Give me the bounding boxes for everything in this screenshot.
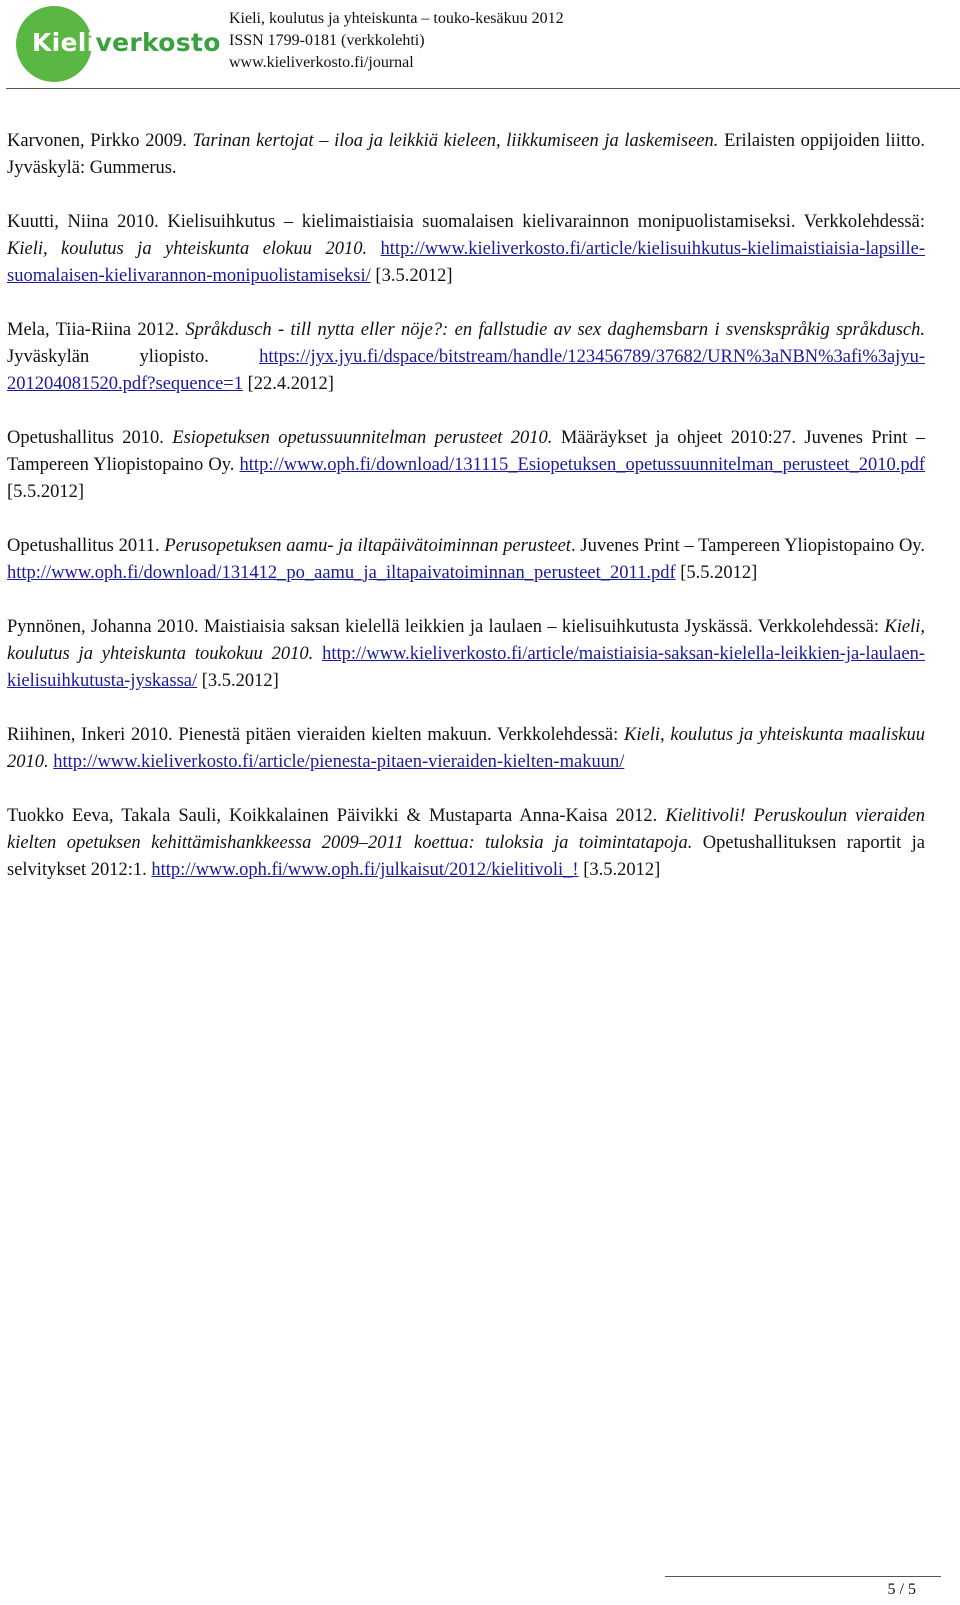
ref-link[interactable]: http://www.oph.fi/download/131412_po_aamu_ja_iltapaivatoiminnan_perusteet_2011.pdf <box>7 563 676 583</box>
ref-title: Språkdusch - till nytta eller nöje?: en fallstudie av sex daghemsbarn i svenskspråkig språkdusch. <box>185 320 926 340</box>
kieliverkosto-logo[interactable] <box>16 6 221 82</box>
ref-venue: Kieli, koulutus ja yhteiskunta maaliskuu 2010. <box>7 725 925 772</box>
ref-title: Perusopetuksen aamu- ja iltapäivätoiminnan perusteet <box>164 536 571 556</box>
reference-list <box>7 128 925 911</box>
ref-link[interactable]: https://jyx.jyu.fi/dspace/bitstream/handle/123456789/37682/URN%3aNBN%3afi%3ajyu-201204081520.pdf?sequence=1 <box>7 347 925 394</box>
ref-link[interactable]: http://www.kieliverkosto.fi/article/pienesta-pitaen-vieraiden-kielten-makuun/ <box>53 752 625 772</box>
ref-link[interactable]: http://www.kieliverkosto.fi/article/kielisuihkutus-kielimaistiaisia-lapsille-suomalaisen-kielivarannon-monipuolistamiseksi/ <box>7 239 925 286</box>
ref-venue: Kieli, koulutus ja yhteiskunta toukokuu 2010. <box>7 617 925 664</box>
reference-oph-2011: Opetushallitus 2011. Perusopetuksen aamu- ja iltapäivätoiminnan perusteet. Juvenes Print – Tampereen Yliopistopaino Oy. http://www.oph.fi/download/131412_po_aamu_ja_iltapaivatoiminnan_perusteet_2011.pdf [5.5.2012] <box>7 536 925 583</box>
ref-title: Tarinan kertojat – iloa ja leikkiä kieleen, liikkumiseen ja laskemiseen. <box>192 131 719 151</box>
reference-mela: Mela, Tiia-Riina 2012. Språkdusch - till nytta eller nöje?: en fallstudie av sex daghemsbarn i svenskspråkig språkdusch. Jyväskylän yliopisto. https://jyx.jyu.fi/dspace/bitstream/handle/123456789/37682/URN%3aNBN%3afi%3ajyu-201204081520.pdf?sequence=1 [22.4.2012] <box>7 320 926 394</box>
journal-url: www.kieliverkosto.fi/journal <box>229 54 414 71</box>
reference-tuokko: Tuokko Eeva, Takala Sauli, Koikkalainen Päivikki & Mustaparta Anna-Kaisa 2012. Kielitivoli! Peruskoulun vieraiden kielten opetuksen kehittämishankkeessa 2009–2011 koettua: tuloksia ja toimintatapoja. Opetushallituksen raportit ja selvitykset 2012:1. http://www.oph.fi/www.oph.fi/julkaisut/2012/kielitivoli_! [3.5.2012] <box>7 806 925 880</box>
logo-wordmark: Kieliverkosto <box>32 28 221 57</box>
reference-karvonen: Karvonen, Pirkko 2009. Tarinan kertojat – iloa ja leikkiä kieleen, liikkumiseen ja laskemiseen. Erilaisten oppijoiden liitto. Jyväskylä: Gummerus. <box>7 131 925 178</box>
page-header <box>0 0 960 90</box>
ref-venue: Kieli, koulutus ja yhteiskunta elokuu 2010. <box>7 239 368 259</box>
ref-link[interactable]: http://www.kieliverkosto.fi/article/maistiaisia-saksan-kielella-leikkien-ja-laulaen-kielisuihkutusta-jyskassa/ <box>7 644 925 691</box>
page-number: 5 / 5 <box>887 1581 916 1598</box>
footer-divider <box>665 1576 941 1577</box>
journal-title: Kieli, koulutus ja yhteiskunta – touko-kesäkuu 2012 <box>229 10 564 27</box>
ref-link[interactable]: http://www.oph.fi/download/131115_Esiopetuksen_opetussuunnitelman_perusteet_2010.pdf <box>239 455 925 475</box>
ref-title: Esiopetuksen opetussuunnitelman perusteet 2010. <box>172 428 553 448</box>
journal-issn: ISSN 1799-0181 (verkkolehti) <box>229 32 425 49</box>
reference-pynnonen: Pynnönen, Johanna 2010. Maistiaisia saksan kielellä leikkien ja laulaen – kielisuihkutusta Jyskässä. Verkkolehdessä: Kieli, koulutus ja yhteiskunta toukokuu 2010. http://www.kieliverkosto.fi/article/maistiaisia-saksan-kielella-leikkien-ja-laulaen-kielisuihkutusta-jyskassa/ [3.5.2012] <box>7 617 925 691</box>
ref-link[interactable]: http://www.oph.fi/www.oph.fi/julkaisut/2012/kielitivoli_! <box>151 860 579 880</box>
reference-kuutti: Kuutti, Niina 2010. Kielisuihkutus – kielimaistiaisia suomalaisen kielivarainnon monipuolistamiseksi. Verkkolehdessä: Kieli, koulutus ja yhteiskunta elokuu 2010. http://www.kieliverkosto.fi/article/kielisuihkutus-kielimaistiaisia-lapsille-suomalaisen-kielivarannon-monipuolistamiseksi/ [3.5.2012] <box>7 212 925 286</box>
ref-title: Kielitivoli! Peruskoulun vieraiden kielten opetuksen kehittämishankkeessa 2009–2011 koettua: tuloksia ja toimintatapoja. <box>7 806 925 853</box>
reference-riihinen: Riihinen, Inkeri 2010. Pienestä pitäen vieraiden kielten makuun. Verkkolehdessä: Kieli, koulutus ja yhteiskunta maaliskuu 2010. http://www.kieliverkosto.fi/article/pienesta-pitaen-vieraiden-kielten-makuun/ <box>7 725 925 772</box>
reference-oph-2010: Opetushallitus 2010. Esiopetuksen opetussuunnitelman perusteet 2010. Määräykset ja ohjeet 2010:27. Juvenes Print – Tampereen Yliopistopaino Oy. http://www.oph.fi/download/131115_Esiopetuksen_opetussuunnitelman_perusteet_2010.pdf [5.5.2012] <box>7 428 925 502</box>
header-divider <box>6 88 960 89</box>
journal-meta <box>229 8 564 74</box>
